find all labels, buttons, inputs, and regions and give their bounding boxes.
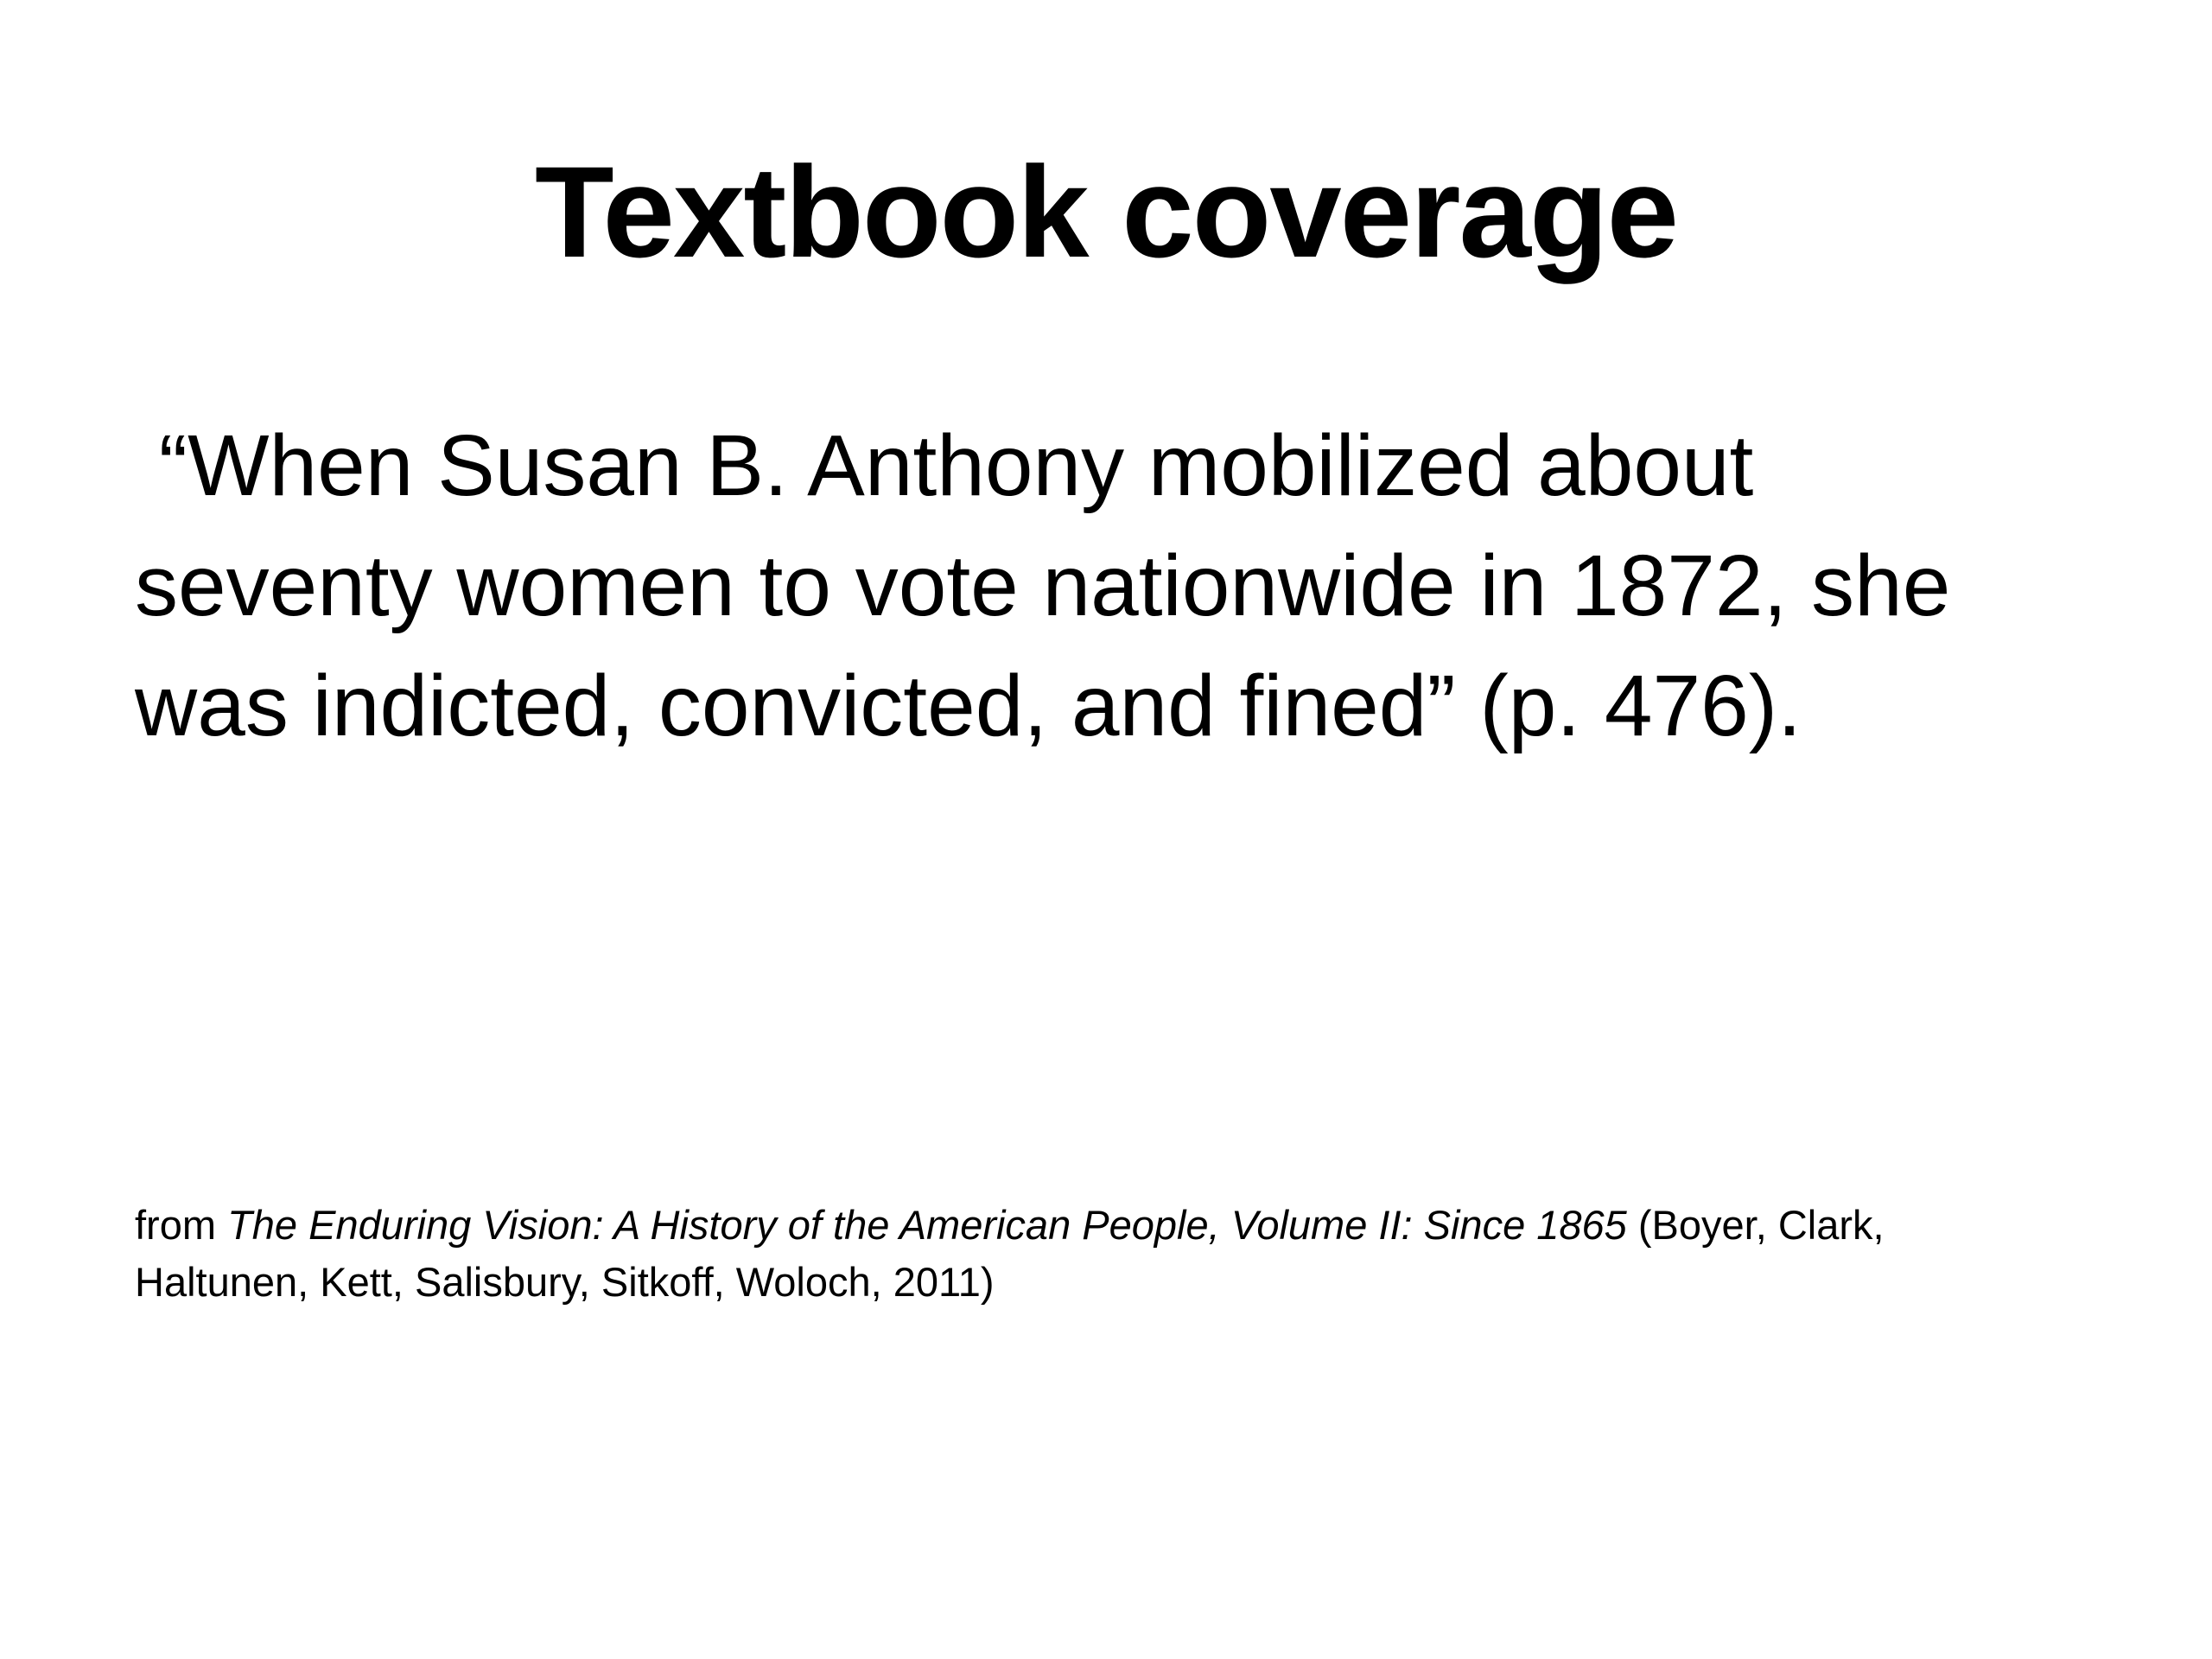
citation-line <box>135 1197 2122 1254</box>
quote-text <box>135 406 2122 766</box>
slide-title: Textbook coverage <box>534 139 1677 284</box>
quote-line: was indicted, convicted, and fined” (p. 476). <box>135 658 1802 754</box>
citation-authors: (Boyer, Clark, <box>1626 1202 1885 1248</box>
citation-prefix: from <box>135 1202 228 1248</box>
quote-line: “When Susan B. Anthony mobilized about <box>135 417 1754 514</box>
book-title: The Enduring Vision: A History of the American People, Volume II: Since 1865 <box>227 1202 1627 1248</box>
citation-line: Haltunen, Kett, Salisbury, Sitkoff, Woloch, 2011) <box>135 1259 995 1305</box>
source-citation <box>135 1197 2122 1311</box>
quote-line: seventy women to vote nationwide in 1872, she <box>135 537 1951 634</box>
